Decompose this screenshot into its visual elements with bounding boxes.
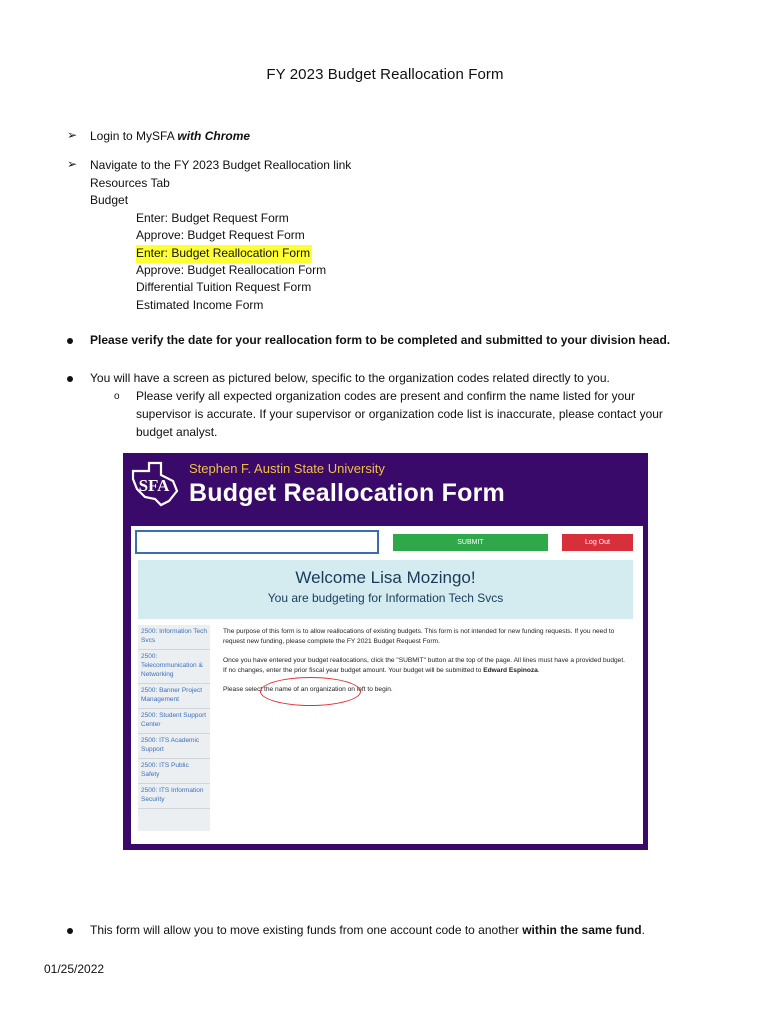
bullet-icon — [67, 376, 73, 382]
step-navigate: Navigate to the FY 2023 Budget Reallocation link — [90, 158, 352, 172]
footer-date: 01/25/2022 — [44, 962, 105, 976]
link-item: Differential Tuition Request Form — [136, 280, 312, 294]
embedded-screenshot — [123, 453, 648, 850]
login-emphasis: with Chrome — [177, 129, 251, 143]
arrow-bullet-icon: ➢ — [67, 128, 78, 142]
sfa-logo-icon — [127, 457, 181, 511]
submit-text: Once you have entered your budget reallocations, click the "SUBMIT" button at the top of the page. All lines must have a provided budget. If no changes, enter the prior fiscal year budget amount. Your budget will be submitted to — [223, 657, 626, 674]
move-funds-text — [90, 922, 645, 940]
org-link[interactable]: 2500: ITS Academic Support — [138, 734, 210, 759]
arrow-bullet-icon: ➢ — [67, 157, 78, 171]
move-funds-prefix: This form will allow you to move existing funds from one account code to another — [90, 923, 523, 937]
screen-intro-text: You will have a screen as pictured below, specific to the organization codes related directly to you. — [90, 371, 610, 385]
org-link[interactable]: 2500: Telecommunication & Networking — [138, 650, 210, 684]
bullet-icon — [67, 338, 73, 344]
welcome-banner — [138, 560, 633, 619]
submit-button[interactable]: SUBMIT — [393, 534, 548, 551]
form-title: Budget Reallocation Form — [189, 479, 505, 507]
purpose-paragraph: The purpose of this form is to allow reallocations of existing budgets. This form is not intended for new funding requests. If you need to request new funding, please complete the FY 2021 Budget Request Form. — [223, 628, 615, 645]
org-link[interactable]: 2500: Information Tech Svcs — [138, 625, 210, 650]
logout-button[interactable]: Log Out — [562, 534, 633, 551]
period-text: . — [537, 667, 540, 674]
verify-org-text-2: supervisor is accurate. If your supervisor or organization code list is inaccurate, please contact your — [136, 407, 663, 421]
link-item: Approve: Budget Reallocation Form — [136, 263, 327, 277]
org-link[interactable]: 2500: Student Support Center — [138, 709, 210, 734]
resources-tab-text: Resources Tab — [90, 176, 170, 190]
supervisor-circle-annotation — [260, 677, 361, 706]
budgeting-for-text: You are budgeting for Information Tech Svcs — [267, 591, 504, 605]
org-link[interactable]: 2500: ITS Public Safety — [138, 759, 210, 784]
verify-date-text: Please verify the date for your reallocation form to be completed and submitted to your division head. — [90, 333, 671, 347]
select-org-paragraph: Please select the name of an organization on left to begin. — [223, 686, 393, 693]
link-item: Estimated Income Form — [136, 298, 264, 312]
org-link[interactable]: 2500: Banner Project Management — [138, 684, 210, 709]
login-text: Login to MySFA — [90, 129, 178, 143]
org-sidebar — [138, 625, 210, 831]
welcome-text: Welcome Lisa Mozingo! — [295, 568, 476, 587]
move-funds-bold: within the same fund — [522, 923, 642, 937]
verify-org-text-3: budget analyst. — [136, 425, 218, 439]
submit-paragraph — [223, 656, 628, 676]
university-name: Stephen F. Austin State University — [189, 461, 385, 476]
link-item: Approve: Budget Request Form — [136, 228, 305, 242]
move-funds-suffix: . — [641, 923, 645, 937]
step-login — [90, 128, 250, 146]
budget-text: Budget — [90, 193, 129, 207]
svg-text:SFA: SFA — [138, 476, 170, 495]
sub-bullet-icon: o — [114, 391, 120, 402]
bullet-icon — [67, 928, 73, 934]
supervisor-name: Edward Espinoza — [483, 667, 538, 674]
page-title: FY 2023 Budget Reallocation Form — [266, 66, 504, 83]
search-input[interactable] — [135, 530, 379, 554]
link-item: Enter: Budget Request Form — [136, 211, 289, 225]
verify-org-text-1: Please verify all expected organization codes are present and confirm the name listed for your — [136, 389, 635, 403]
org-link[interactable]: 2500: ITS Information Security — [138, 784, 210, 809]
link-item-highlighted: Enter: Budget Reallocation Form — [136, 245, 312, 263]
